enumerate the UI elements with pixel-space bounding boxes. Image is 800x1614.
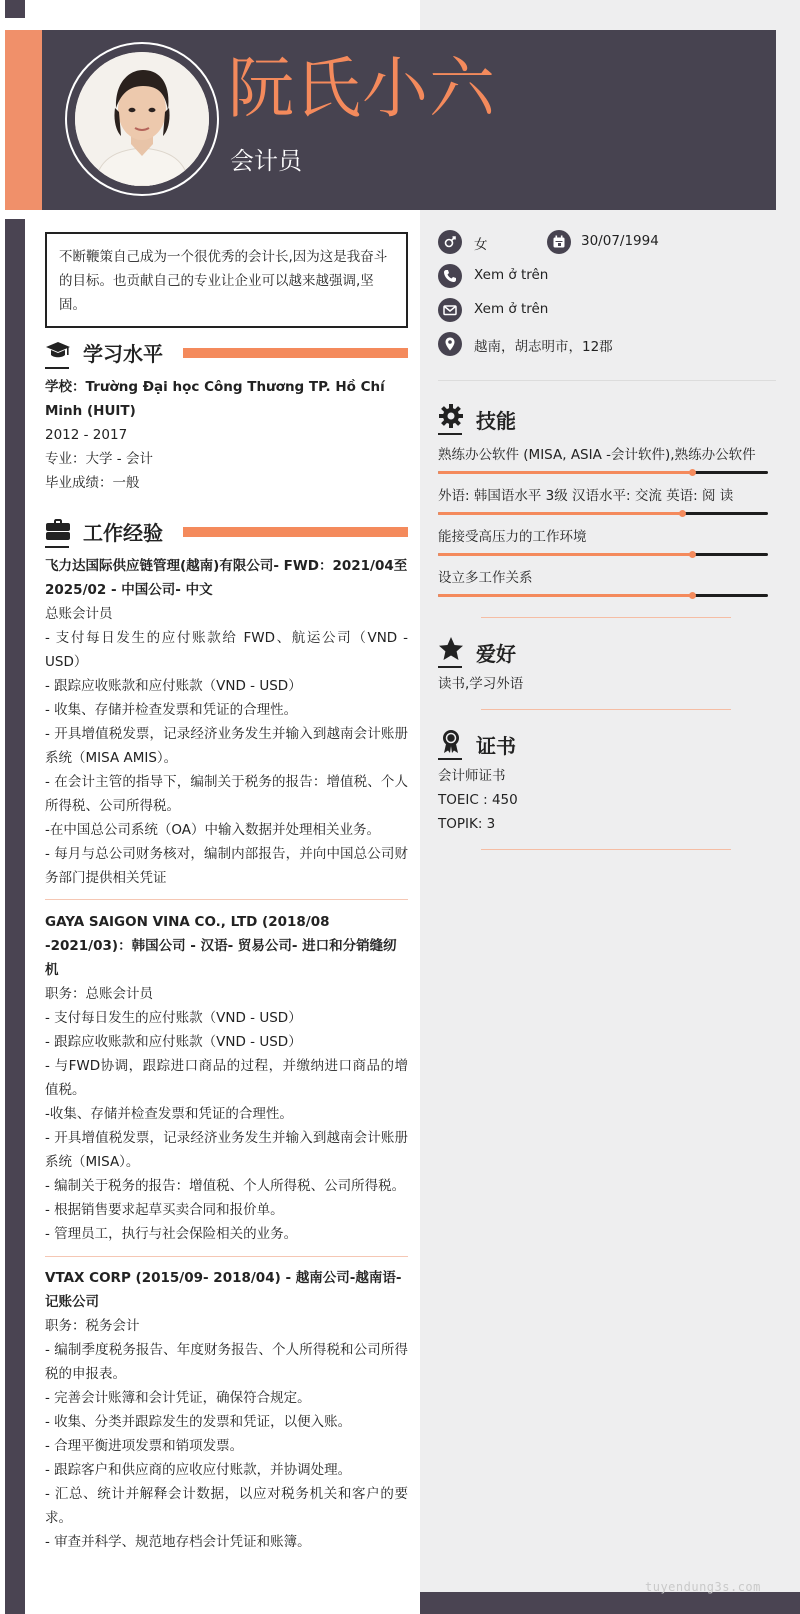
- job-duty: - 管理员工，执行与社会保险相关的业务。: [45, 1226, 298, 1242]
- skill-label: 设立多工作关系: [438, 570, 533, 586]
- gender-icon: [438, 230, 462, 254]
- skill-label: 外语: 韩国语水平 3级 汉语水平: 交流 英语: 阅 读: [438, 488, 734, 504]
- certificate-item: TOPIK: 3: [438, 816, 496, 832]
- skill-knob: [689, 592, 696, 599]
- skill-track: [438, 512, 768, 515]
- skill-knob: [689, 469, 696, 476]
- skill-item: [438, 566, 768, 586]
- email-value: Xem ở trên: [474, 301, 549, 317]
- briefcase-icon: [45, 517, 71, 543]
- job-duty: - 跟踪应收账款和应付账款（VND - USD）: [45, 678, 302, 694]
- career-objective: 不断鞭策自己成为一个很优秀的会计长,因为这是我奋斗的目标。也贡献自己的专业让企业可以越来越强调,坚固。: [45, 232, 408, 328]
- job-duty: -收集、存储并检查发票和凭证的合理性。: [45, 1106, 293, 1122]
- education-title-bar: [183, 348, 408, 358]
- avatar-ring: [65, 42, 219, 196]
- certificate-item: TOEIC : 450: [438, 792, 518, 808]
- job-duty: -在中国总公司系统（OA）中输入数据并处理相关业务。: [45, 822, 380, 838]
- skill-knob: [679, 510, 686, 517]
- study-years: 2012 - 2017: [45, 427, 128, 443]
- experience-icon-underline: [45, 546, 69, 548]
- job-duty: - 支付每日发生的应付账款（VND - USD）: [45, 1010, 302, 1026]
- skill-fill: [438, 553, 692, 556]
- job-duty: - 开具增值税发票，记录经济业务发生并输入到越南会计账册系统（MISA AMIS）。: [45, 726, 408, 766]
- job-entry: [45, 910, 408, 1246]
- skills-divider: [481, 617, 731, 618]
- skill-item: [438, 484, 768, 504]
- portrait-photo: [75, 52, 209, 186]
- job-separator: [45, 1256, 408, 1257]
- skill-item: [438, 525, 768, 545]
- watermark: tuyendung3s.com: [645, 1580, 761, 1594]
- certificates-divider: [481, 849, 731, 850]
- experience-title-bar: [183, 527, 408, 537]
- school-name: 学校：Trường Đại học Công Thương TP. Hồ Chí Minh (HUIT): [45, 379, 385, 419]
- email-icon: [438, 298, 462, 322]
- skill-track: [438, 553, 768, 556]
- location-icon: [438, 332, 462, 356]
- left-stripe: [5, 219, 25, 1614]
- job-heading: VTAX CORP (2015/09- 2018/04) - 越南公司-越南语- 记账公司: [45, 1270, 402, 1310]
- gear-icon: [438, 403, 464, 429]
- job-duty: - 合理平衡进项发票和销项发票。: [45, 1438, 244, 1454]
- job-duty: - 编制关于税务的报告：增值税、个人所得税、公司所得税。: [45, 1178, 406, 1194]
- skill-item: [438, 443, 768, 463]
- skill-label: 熟练办公软件 (MISA, ASIA -会计软件),熟练办公软件: [438, 447, 756, 463]
- job-heading: 飞力达国际供应链管理(越南)有限公司- FWD：2021/04至2025/02 - 中国公司- 中文: [45, 558, 408, 598]
- experience-title: 工作经验: [83, 521, 163, 545]
- job-duty: - 审查并科学、规范地存档会计凭证和账簿。: [45, 1534, 311, 1550]
- hobbies-title: 爱好: [476, 642, 516, 666]
- job-title: 会计员: [230, 147, 302, 175]
- job-duty: - 汇总、统计并解释会计数据，以应对税务机关和客户的要求。: [45, 1486, 408, 1526]
- education-icon-underline: [45, 367, 69, 369]
- hobbies-divider: [481, 709, 731, 710]
- hobbies-text: 读书,学习外语: [438, 676, 524, 692]
- experience-section-header: [45, 515, 408, 547]
- avatar: [75, 52, 209, 186]
- skills-icon-underline: [438, 433, 462, 435]
- job-duty: - 编制季度税务报告、年度财务报告、个人所得税和公司所得税的申报表。: [45, 1342, 408, 1382]
- job-duty: - 每月与总公司财务核对，编制内部报告，并向中国总公司财务部门提供相关凭证: [45, 846, 408, 886]
- job-duty: - 在会计主管的指导下，编制关于税务的报告：增值税、个人所得税、公司所得税。: [45, 774, 408, 814]
- certificates-icon-underline: [438, 758, 462, 760]
- candidate-name: 阮氏小六: [228, 50, 496, 127]
- job-duty: - 根据销售要求起草买卖合同和报价单。: [45, 1202, 284, 1218]
- skill-label: 能接受高压力的工作环境: [438, 529, 587, 545]
- gender-value: 女: [474, 237, 488, 253]
- job-entry: [45, 554, 408, 890]
- certificate-item: 会计师证书: [438, 768, 506, 784]
- contact-divider: [438, 380, 776, 381]
- birthday-value: 30/07/1994: [581, 233, 659, 249]
- skill-knob: [689, 551, 696, 558]
- job-duty: - 收集、存储并检查发票和凭证的合理性。: [45, 702, 298, 718]
- header-accent: [5, 30, 42, 210]
- job-duty: - 跟踪应收账款和应付账款（VND - USD）: [45, 1034, 302, 1050]
- job-entry: [45, 1266, 408, 1554]
- education-title: 学习水平: [83, 342, 163, 366]
- education-block: [45, 375, 408, 495]
- address-value: 越南，胡志明市，12郡: [474, 339, 613, 355]
- phone-value: Xem ở trên: [474, 267, 549, 283]
- award-ribbon-icon: [438, 728, 464, 754]
- skill-track: [438, 594, 768, 597]
- job-duty: - 跟踪客户和供应商的应收应付账款，并协调处理。: [45, 1462, 352, 1478]
- job-duty: - 收集、分类并跟踪发生的发票和凭证，以便入账。: [45, 1414, 352, 1430]
- major: 专业：大学 - 会计: [45, 451, 153, 467]
- skills-title: 技能: [476, 409, 516, 433]
- calendar-icon: [547, 230, 571, 254]
- job-duty: - 支付每日发生的应付账款给 FWD、航运公司（VND - USD）: [45, 630, 408, 670]
- job-duty: - 与FWD协调，跟踪进口商品的过程，并缴纳进口商品的增值税。: [45, 1058, 408, 1098]
- graduation-grade: 毕业成绩：一般: [45, 475, 140, 491]
- certificates-list: [438, 764, 518, 836]
- graduation-cap-icon: [45, 338, 71, 364]
- job-separator: [45, 899, 408, 900]
- skill-fill: [438, 471, 692, 474]
- header: [5, 30, 776, 210]
- phone-icon: [438, 264, 462, 288]
- bottom-bar: [420, 1592, 800, 1614]
- job-role: 总账会计员: [45, 606, 113, 622]
- job-heading: GAYA SAIGON VINA CO., LTD (2018/08 -2021/03)：韩国公司 - 汉语- 贸易公司- 进口和分销缝纫机: [45, 914, 397, 978]
- education-section-header: [45, 336, 408, 368]
- skill-fill: [438, 594, 692, 597]
- skill-track: [438, 471, 768, 474]
- job-role: 职务：税务会计: [45, 1318, 140, 1334]
- job-duty: - 完善会计账簿和会计凭证，确保符合规定。: [45, 1390, 311, 1406]
- hobbies-icon-underline: [438, 666, 462, 668]
- job-duty: - 开具增值税发票，记录经济业务发生并输入到越南会计账册系统（MISA）。: [45, 1130, 408, 1170]
- certificates-title: 证书: [476, 734, 516, 758]
- left-stripe-top: [5, 0, 25, 18]
- star-icon: [438, 636, 464, 662]
- job-role: 职务：总账会计员: [45, 986, 153, 1002]
- skill-fill: [438, 512, 682, 515]
